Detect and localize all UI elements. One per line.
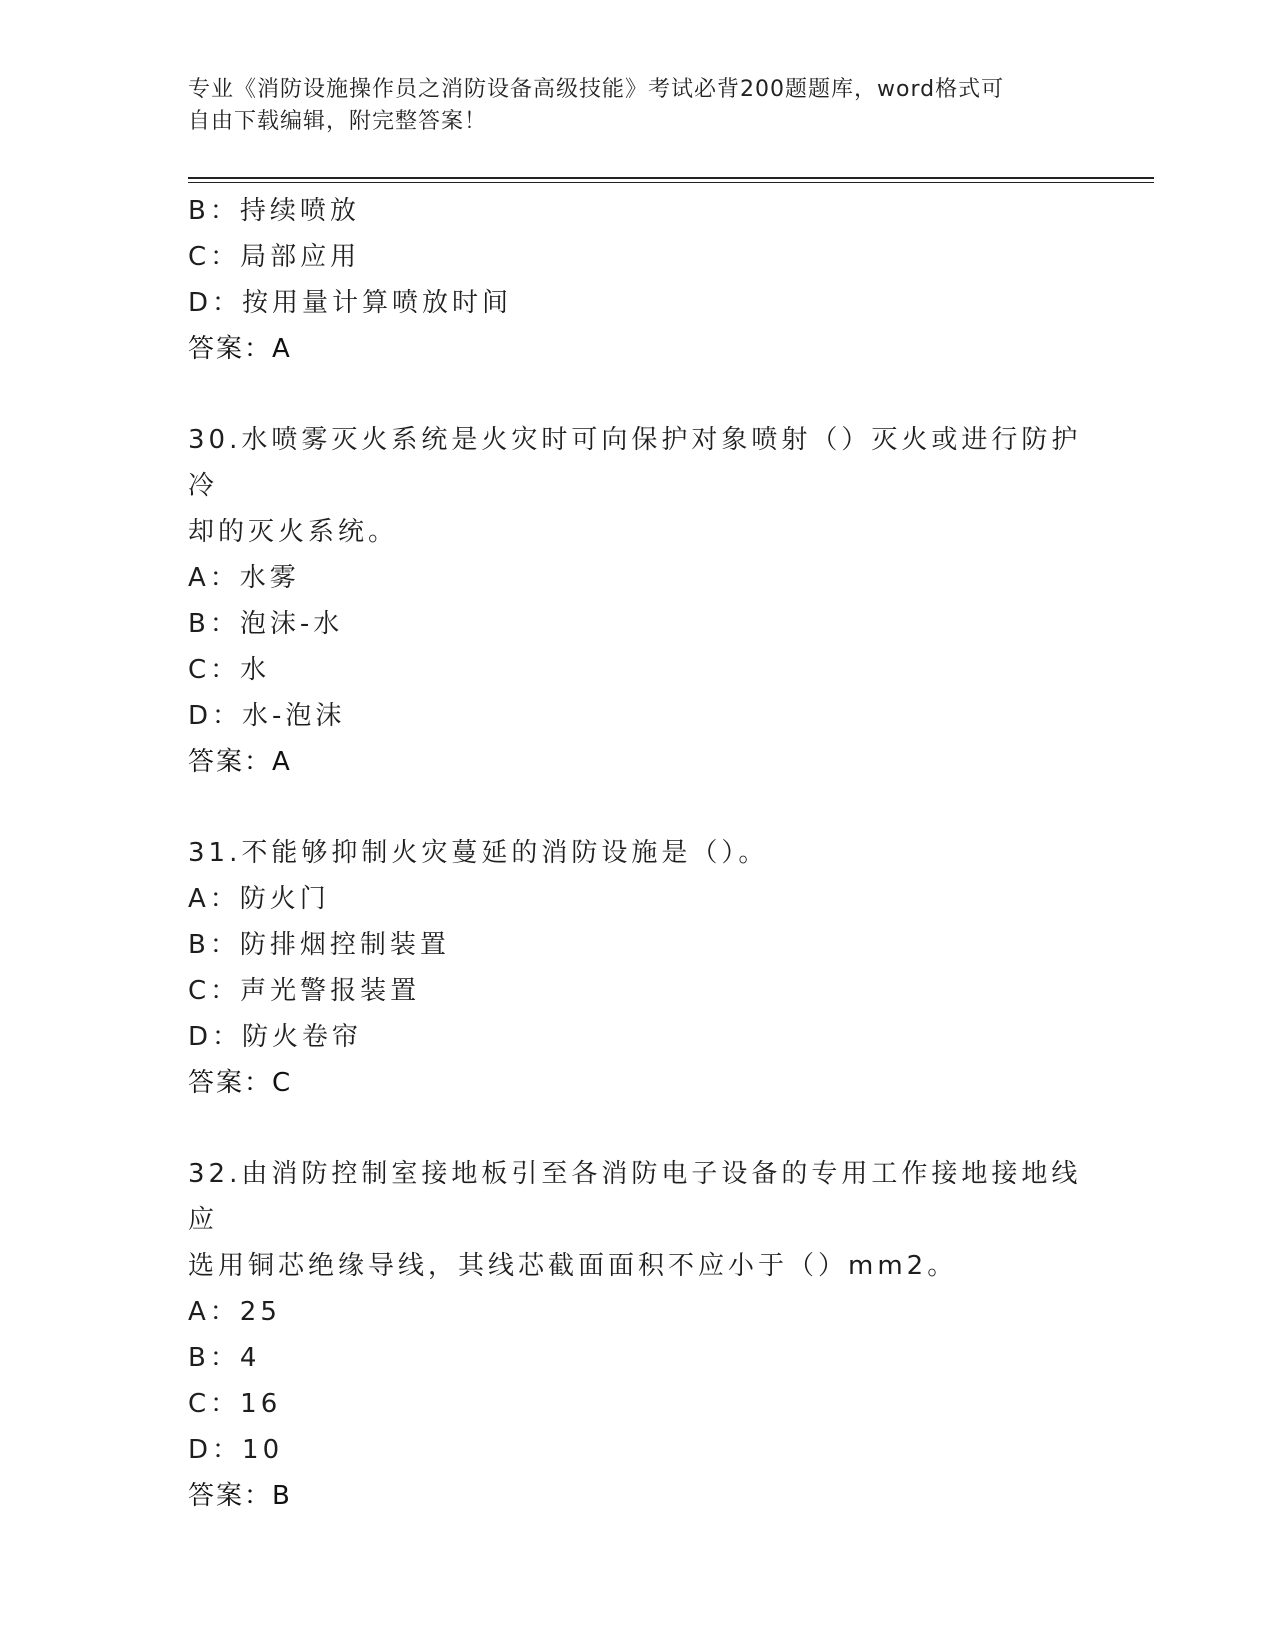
option-b: B：泡沫-水	[188, 609, 344, 639]
question-block-31	[188, 830, 1088, 1106]
option-c: C：声光警报装置	[188, 976, 421, 1006]
option-b: B：防排烟控制装置	[188, 930, 450, 960]
document-header	[188, 74, 1068, 138]
answer-line: 答案：A	[188, 747, 292, 777]
option-d: D：10	[188, 1435, 284, 1465]
option-c: C：局部应用	[188, 242, 361, 272]
option-a: A：防火门	[188, 884, 330, 914]
question-text-line: 31.不能够抑制火灾蔓延的消防设施是（）。	[188, 838, 769, 868]
question-content	[188, 188, 1088, 1519]
header-line-2: 自由下载编辑，附完整答案！	[188, 109, 488, 134]
question-text-line: 却的灭火系统。	[188, 517, 399, 547]
header-divider-thin	[188, 182, 1154, 183]
question-block-32	[188, 1151, 1088, 1519]
block-spacer	[188, 785, 1088, 830]
option-d: D：水-泡沫	[188, 701, 346, 731]
question-text-line: 32.由消防控制室接地板引至各消防电子设备的专用工作接地接地线应	[188, 1159, 1082, 1235]
question-block-30	[188, 417, 1088, 785]
question-block-continued	[188, 188, 1088, 372]
block-spacer	[188, 372, 1088, 417]
option-d: D：防火卷帘	[188, 1022, 363, 1052]
answer-line: 答案：A	[188, 334, 292, 364]
option-b: B：持续喷放	[188, 196, 360, 226]
option-a: A：水雾	[188, 563, 300, 593]
question-text-line: 选用铜芯绝缘导线，其线芯截面面积不应小于（）mm2。	[188, 1251, 958, 1281]
answer-line: 答案：C	[188, 1068, 293, 1098]
header-line-1: 专业《消防设施操作员之消防设备高级技能》考试必背200题题库，word格式可	[188, 77, 1005, 102]
option-d: D：按用量计算喷放时间	[188, 288, 513, 318]
question-text-line: 30.水喷雾灭火系统是火灾时可向保护对象喷射（）灭火或进行防护冷	[188, 425, 1082, 501]
block-spacer	[188, 1106, 1088, 1151]
answer-line: 答案：B	[188, 1481, 292, 1511]
option-b: B：4	[188, 1343, 261, 1373]
option-c: C：16	[188, 1389, 282, 1419]
option-c: C：水	[188, 655, 271, 685]
option-a: A：25	[188, 1297, 281, 1327]
header-divider-thick	[188, 177, 1154, 179]
